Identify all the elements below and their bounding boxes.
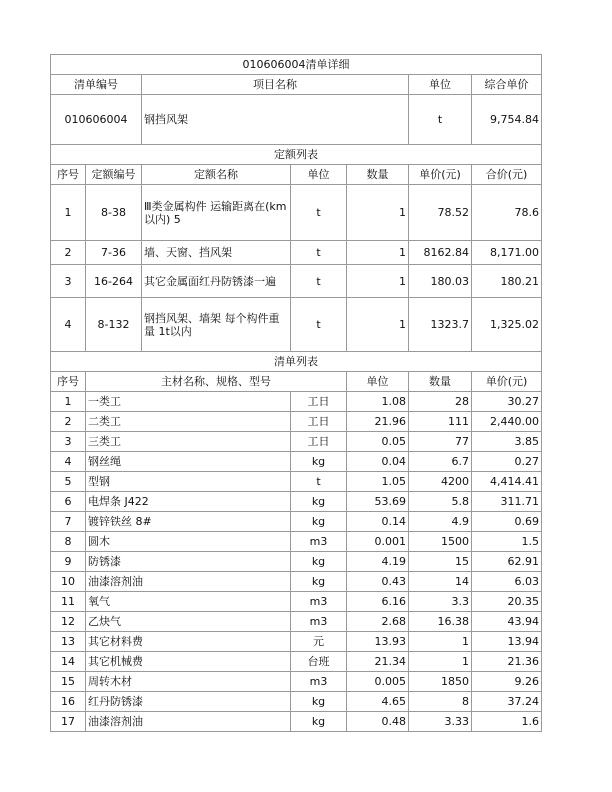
- material-unit-price: 3.3: [409, 592, 472, 612]
- material-row: [51, 452, 542, 472]
- material-unit-price: 77: [409, 432, 472, 452]
- quota-unit-price: 1323.7: [409, 298, 472, 352]
- material-qty: 21.34: [347, 652, 409, 672]
- material-unit-price: 14: [409, 572, 472, 592]
- material-unit: kg: [291, 552, 347, 572]
- title-row: [51, 55, 542, 75]
- material-qty: 0.001: [347, 532, 409, 552]
- quota-name: 其它金属面红丹防锈漆一遍: [142, 265, 291, 298]
- material-total: 1.5: [472, 532, 542, 552]
- material-no: 14: [51, 652, 86, 672]
- quota-unit: t: [291, 185, 347, 241]
- material-total: 4,414.41: [472, 472, 542, 492]
- material-unit-price: 28: [409, 392, 472, 412]
- quota-total: 180.21: [472, 265, 542, 298]
- material-unit-price: 1500: [409, 532, 472, 552]
- quota-row: [51, 298, 542, 352]
- material-unit-price: 15: [409, 552, 472, 572]
- material-unit-price: 16.38: [409, 612, 472, 632]
- material-no: 12: [51, 612, 86, 632]
- material-name: 型钢: [86, 472, 291, 492]
- material-unit-price: 5.8: [409, 492, 472, 512]
- material-no: 17: [51, 712, 86, 732]
- material-name: 一类工: [86, 392, 291, 412]
- material-qty: 53.69: [347, 492, 409, 512]
- quota-unit: t: [291, 241, 347, 265]
- material-no-header: 序号: [51, 372, 86, 392]
- material-row: [51, 532, 542, 552]
- material-name: 氧气: [86, 592, 291, 612]
- quota-name-header: 定额名称: [142, 165, 291, 185]
- material-total: 0.69: [472, 512, 542, 532]
- material-qty-header: 数量: [409, 372, 472, 392]
- material-total: 3.85: [472, 432, 542, 452]
- material-row: [51, 592, 542, 612]
- material-no: 13: [51, 632, 86, 652]
- material-section-row: [51, 352, 542, 372]
- material-unit-price: 8: [409, 692, 472, 712]
- material-row: [51, 652, 542, 672]
- material-no: 1: [51, 392, 86, 412]
- material-name: 镀锌铁丝 8#: [86, 512, 291, 532]
- material-no: 3: [51, 432, 86, 452]
- material-unit: 元: [291, 632, 347, 652]
- material-no: 5: [51, 472, 86, 492]
- quota-unit-price: 8162.84: [409, 241, 472, 265]
- material-total: 37.24: [472, 692, 542, 712]
- material-unit: 台班: [291, 652, 347, 672]
- material-total: 30.27: [472, 392, 542, 412]
- material-row: [51, 672, 542, 692]
- material-total: 2,440.00: [472, 412, 542, 432]
- quota-total: 78.6: [472, 185, 542, 241]
- material-row: [51, 692, 542, 712]
- material-qty: 2.68: [347, 612, 409, 632]
- material-unit-price-header: 单价(元): [472, 372, 542, 392]
- material-row: [51, 472, 542, 492]
- material-unit: 工日: [291, 392, 347, 412]
- quota-name: 钢挡风架、墙架 每个构件重量 1t以内: [142, 298, 291, 352]
- item-row: [51, 95, 542, 145]
- material-row: [51, 412, 542, 432]
- quota-qty-header: 数量: [347, 165, 409, 185]
- material-name: 红丹防锈漆: [86, 692, 291, 712]
- material-row: [51, 632, 542, 652]
- material-name: 乙炔气: [86, 612, 291, 632]
- material-qty: 0.05: [347, 432, 409, 452]
- item-code: 010606004: [51, 95, 142, 145]
- material-row: [51, 432, 542, 452]
- material-name: 防锈漆: [86, 552, 291, 572]
- material-qty: 21.96: [347, 412, 409, 432]
- material-qty: 0.14: [347, 512, 409, 532]
- quota-qty: 1: [347, 185, 409, 241]
- material-no: 7: [51, 512, 86, 532]
- item-header-row: [51, 75, 542, 95]
- material-unit: kg: [291, 512, 347, 532]
- material-unit: m3: [291, 532, 347, 552]
- material-no: 10: [51, 572, 86, 592]
- quota-total: 1,325.02: [472, 298, 542, 352]
- material-unit: m3: [291, 592, 347, 612]
- material-qty: 0.005: [347, 672, 409, 692]
- quota-total: 8,171.00: [472, 241, 542, 265]
- quota-code: 16-264: [86, 265, 142, 298]
- material-no: 11: [51, 592, 86, 612]
- material-qty: 13.93: [347, 632, 409, 652]
- quota-no-header: 序号: [51, 165, 86, 185]
- material-unit: kg: [291, 452, 347, 472]
- material-name: 电焊条 J422: [86, 492, 291, 512]
- quota-code: 8-38: [86, 185, 142, 241]
- material-unit-price: 1: [409, 652, 472, 672]
- material-qty: 1.08: [347, 392, 409, 412]
- quota-no: 2: [51, 241, 86, 265]
- material-total: 9.26: [472, 672, 542, 692]
- material-no: 6: [51, 492, 86, 512]
- material-row: [51, 492, 542, 512]
- quota-qty: 1: [347, 298, 409, 352]
- material-no: 16: [51, 692, 86, 712]
- material-name: 圆木: [86, 532, 291, 552]
- quota-no: 4: [51, 298, 86, 352]
- material-qty: 0.43: [347, 572, 409, 592]
- material-total: 13.94: [472, 632, 542, 652]
- material-header-row: [51, 372, 542, 392]
- item-price: 9,754.84: [472, 95, 542, 145]
- quota-section-row: [51, 145, 542, 165]
- material-unit-price: 4.9: [409, 512, 472, 532]
- quota-code: 8-132: [86, 298, 142, 352]
- material-row: [51, 512, 542, 532]
- material-name-header: 主材名称、规格、型号: [86, 372, 347, 392]
- material-row: [51, 612, 542, 632]
- material-qty: 4.65: [347, 692, 409, 712]
- quota-unit-price-header: 单价(元): [409, 165, 472, 185]
- quota-unit-price: 78.52: [409, 185, 472, 241]
- quota-qty: 1: [347, 241, 409, 265]
- item-name: 钢挡风架: [142, 95, 409, 145]
- quota-total-header: 合价(元): [472, 165, 542, 185]
- quota-name: Ⅲ类金属构件 运输距离在(km以内) 5: [142, 185, 291, 241]
- quota-header-row: [51, 165, 542, 185]
- material-no: 9: [51, 552, 86, 572]
- material-qty: 6.16: [347, 592, 409, 612]
- material-unit: kg: [291, 692, 347, 712]
- material-total: 20.35: [472, 592, 542, 612]
- material-unit-header: 单位: [347, 372, 409, 392]
- material-name: 油漆溶剂油: [86, 712, 291, 732]
- quota-section-title: 定额列表: [51, 145, 542, 165]
- material-no: 15: [51, 672, 86, 692]
- material-qty: 0.04: [347, 452, 409, 472]
- quota-unit: t: [291, 298, 347, 352]
- material-qty: 1.05: [347, 472, 409, 492]
- material-name: 周转木材: [86, 672, 291, 692]
- material-unit-price: 6.7: [409, 452, 472, 472]
- item-unit-header: 单位: [409, 75, 472, 95]
- material-unit: kg: [291, 492, 347, 512]
- material-name: 其它材料费: [86, 632, 291, 652]
- material-name: 钢丝绳: [86, 452, 291, 472]
- bill-detail-table: [50, 54, 542, 732]
- material-unit-price: 1850: [409, 672, 472, 692]
- item-code-header: 清单编号: [51, 75, 142, 95]
- material-total: 21.36: [472, 652, 542, 672]
- material-unit-price: 4200: [409, 472, 472, 492]
- quota-code-header: 定额编号: [86, 165, 142, 185]
- material-row: [51, 552, 542, 572]
- material-unit: kg: [291, 712, 347, 732]
- material-unit: kg: [291, 572, 347, 592]
- material-total: 62.91: [472, 552, 542, 572]
- material-unit-price: 111: [409, 412, 472, 432]
- material-name: 二类工: [86, 412, 291, 432]
- material-unit: 工日: [291, 412, 347, 432]
- quota-qty: 1: [347, 265, 409, 298]
- material-no: 2: [51, 412, 86, 432]
- material-row: [51, 392, 542, 412]
- material-no: 4: [51, 452, 86, 472]
- material-unit: 工日: [291, 432, 347, 452]
- material-total: 6.03: [472, 572, 542, 592]
- material-unit-price: 1: [409, 632, 472, 652]
- material-no: 8: [51, 532, 86, 552]
- quota-row: [51, 265, 542, 298]
- material-unit-price: 3.33: [409, 712, 472, 732]
- quota-row: [51, 241, 542, 265]
- quota-no: 1: [51, 185, 86, 241]
- quota-no: 3: [51, 265, 86, 298]
- material-unit: t: [291, 472, 347, 492]
- table-title: 010606004清单详细: [51, 55, 542, 75]
- material-section-title: 清单列表: [51, 352, 542, 372]
- material-unit: m3: [291, 672, 347, 692]
- material-name: 三类工: [86, 432, 291, 452]
- item-unit: t: [409, 95, 472, 145]
- material-total: 311.71: [472, 492, 542, 512]
- material-row: [51, 572, 542, 592]
- material-unit: m3: [291, 612, 347, 632]
- material-total: 1.6: [472, 712, 542, 732]
- quota-code: 7-36: [86, 241, 142, 265]
- material-qty: 4.19: [347, 552, 409, 572]
- quota-unit-price: 180.03: [409, 265, 472, 298]
- material-name: 其它机械费: [86, 652, 291, 672]
- item-price-header: 综合单价: [472, 75, 542, 95]
- quota-unit: t: [291, 265, 347, 298]
- material-qty: 0.48: [347, 712, 409, 732]
- quota-name: 墙、天窗、挡风架: [142, 241, 291, 265]
- material-name: 油漆溶剂油: [86, 572, 291, 592]
- quota-row: [51, 185, 542, 241]
- material-row: [51, 712, 542, 732]
- quota-unit-header: 单位: [291, 165, 347, 185]
- material-total: 0.27: [472, 452, 542, 472]
- material-total: 43.94: [472, 612, 542, 632]
- item-name-header: 项目名称: [142, 75, 409, 95]
